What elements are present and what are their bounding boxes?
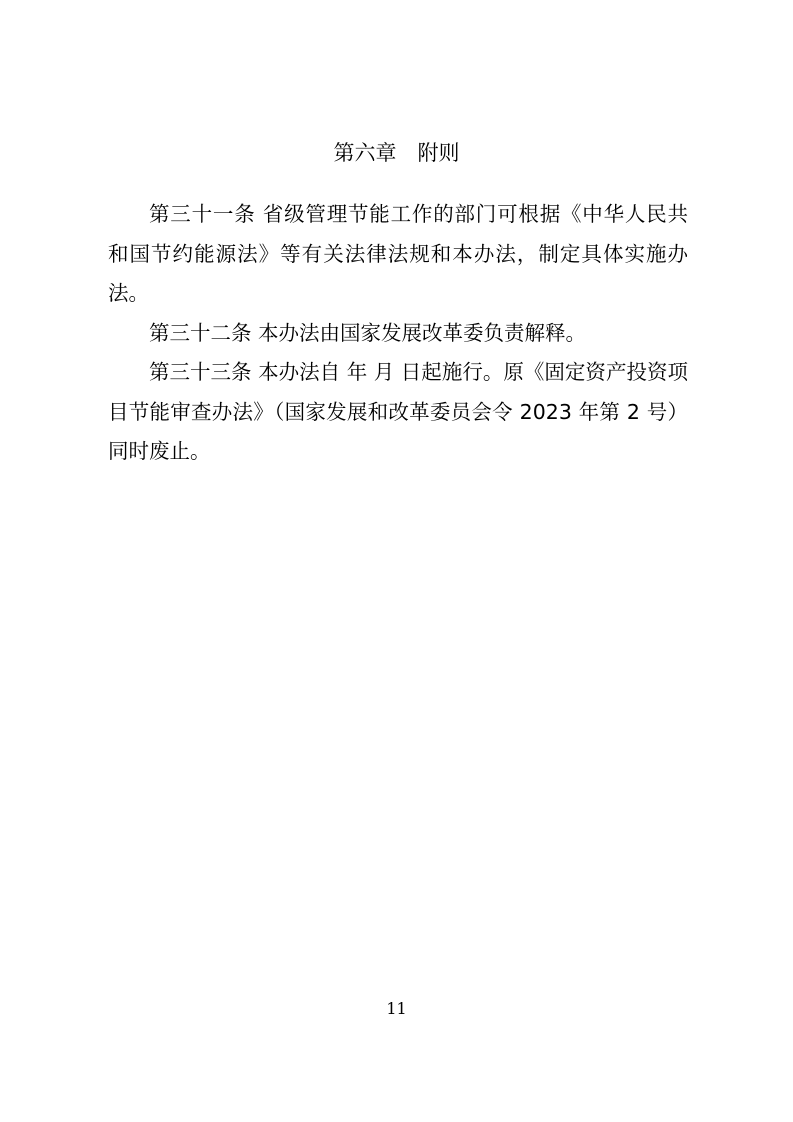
article-33: 第三十三条 本办法自 年 月 日起施行。原《固定资产投资项目节能审查办法》（国家发展和改革委员会令 2023 年第 2 号）同时废止。 [108,360,688,463]
article-31: 第三十一条 省级管理节能工作的部门可根据《中华人民共和国节约能源法》等有关法律法规和本办法，制定具体实施办法。 [108,202,688,305]
chapter-title: 第六章 附则 [333,141,460,165]
page-number: 11 [386,999,407,1018]
article-32: 第三十二条 本办法由国家发展改革委负责解释。 [149,320,587,345]
article-list [108,195,688,472]
